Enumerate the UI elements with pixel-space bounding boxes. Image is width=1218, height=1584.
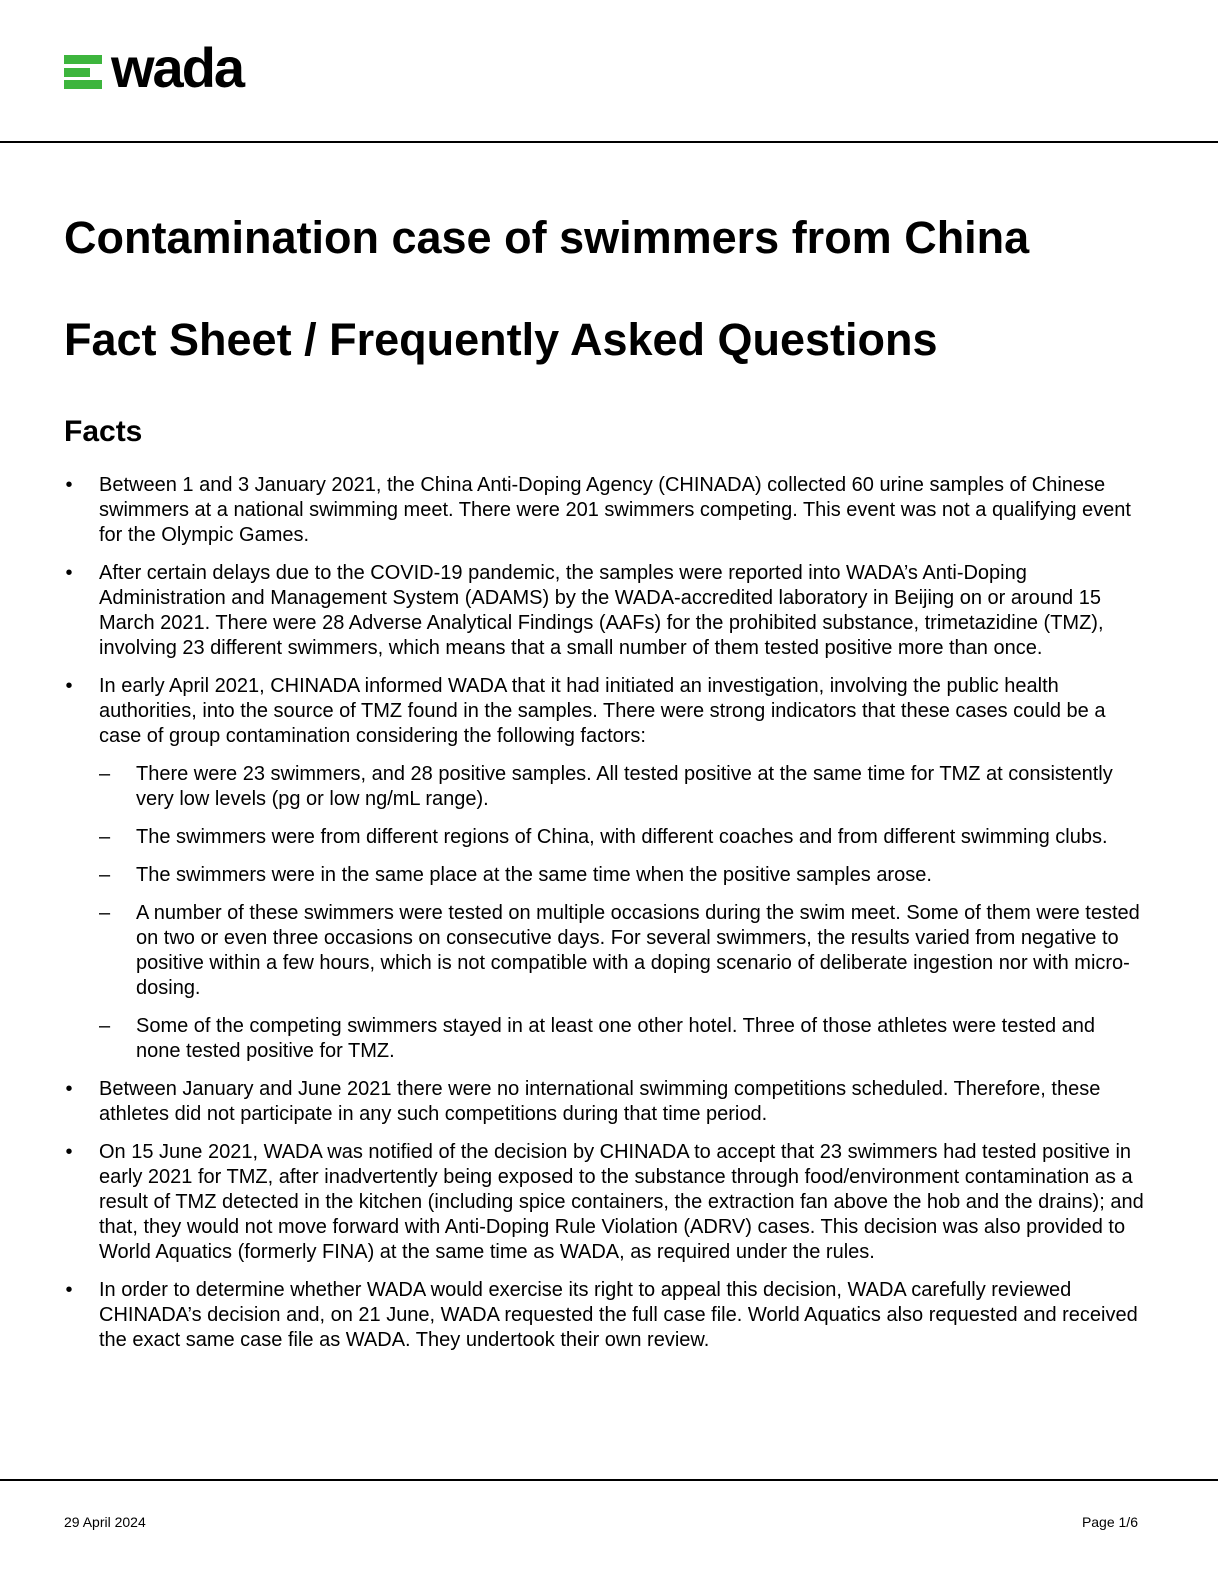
- sub-list-item-text: The swimmers were in the same place at the same time when the positive samples arose.: [136, 864, 932, 886]
- sub-list-item-text: A number of these swimmers were tested on multiple occasions during the swim meet. Some of them were tested on two or even three occasions on consecutive days. For several swimmers, the results varied from negative to positive within a few hours, which is not compatible with a doping scenario of deliberate ingestion nor with micro-dosing.: [136, 902, 1140, 999]
- list-item: [64, 674, 1144, 1064]
- list-item-text: In early April 2021, CHINADA informed WADA that it had initiated an investigation, involving the public health authorities, into the source of TMZ found in the samples. There were strong indicators that these cases could be a case of group contamination considering the following factors:: [99, 675, 1106, 747]
- list-item: [64, 473, 1144, 548]
- bullet-icon: •: [65, 474, 73, 496]
- wada-logo-icon: [64, 55, 102, 89]
- sub-list-item: [99, 762, 1144, 812]
- list-item-text: In order to determine whether WADA would exercise its right to appeal this decision, WADA carefully reviewed CHINADA’s decision and, on 21 June, WADA requested the full case file. World Aquatics also requested and received the exact same case file as WADA. They undertook their own review.: [99, 1279, 1138, 1351]
- list-item: [64, 1140, 1144, 1265]
- sub-list: [99, 762, 1144, 1064]
- dash-icon: –: [99, 864, 111, 886]
- list-item-text: Between January and June 2021 there were no international swimming competitions scheduled. Therefore, these athletes did not participate in any such competitions during that time period.: [99, 1078, 1101, 1125]
- bullet-icon: •: [65, 675, 73, 697]
- logo-text: wada: [111, 36, 244, 99]
- header-divider: [0, 141, 1218, 143]
- sub-list-item-text: Some of the competing swimmers stayed in at least one other hotel. Three of those athletes were tested and none tested positive for TMZ.: [136, 1015, 1096, 1062]
- list-item: [64, 1278, 1144, 1353]
- footer-date: 29 April 2024: [64, 1514, 146, 1530]
- bullet-icon: •: [65, 562, 73, 584]
- sub-list-item-text: There were 23 swimmers, and 28 positive samples. All tested positive at the same time for TMZ at consistently very low levels (pg or low ng/mL range).: [136, 763, 1113, 810]
- list-item: [64, 1077, 1144, 1127]
- facts-list: [64, 473, 1144, 1366]
- list-item-text: After certain delays due to the COVID-19 pandemic, the samples were reported into WADA’s Anti-Doping Administration and Management System (ADAMS) by the WADA-accredited laboratory in Beijing on or around 15 March 2021. There were 28 Adverse Analytical Findings (AAFs) for the prohibited substance, trimetazidine (TMZ), involving 23 different swimmers, which means that a small number of them tested positive more than once.: [99, 562, 1104, 659]
- list-item: [64, 561, 1144, 661]
- page-title: Contamination case of swimmers from China: [64, 212, 1030, 263]
- list-item-text: On 15 June 2021, WADA was notified of the decision by CHINADA to accept that 23 swimmers had tested positive in early 2021 for TMZ, after inadvertently being exposed to the substance through food/environment contamination as a result of TMZ detected in the kitchen (including spice containers, the extraction fan above the hob and the drains); and that, they would not move forward with Anti-Doping Rule Violation (ADRV) cases. This decision was also provided to World Aquatics (formerly FINA) at the same time as WADA, as required under the rules.: [99, 1141, 1144, 1263]
- dash-icon: –: [99, 826, 111, 848]
- bullet-icon: •: [65, 1279, 73, 1301]
- sub-list-item-text: The swimmers were from different regions of China, with different coaches and from different swimming clubs.: [136, 826, 1108, 848]
- bullet-icon: •: [65, 1141, 73, 1163]
- section-heading-facts: Facts: [64, 415, 143, 448]
- wada-logo: [64, 36, 244, 99]
- dash-icon: –: [99, 763, 111, 785]
- list-item-text: Between 1 and 3 January 2021, the China Anti-Doping Agency (CHINADA) collected 60 urine samples of Chinese swimmers at a national swimming meet. There were 201 swimmers competing. This event was not a qualifying event for the Olympic Games.: [99, 474, 1131, 546]
- page-subtitle: Fact Sheet / Frequently Asked Questions: [64, 314, 938, 365]
- page-number: Page 1/6: [1081, 1514, 1138, 1530]
- sub-list-item: [99, 901, 1144, 1001]
- dash-icon: –: [99, 1015, 111, 1037]
- dash-icon: –: [99, 902, 111, 924]
- footer-divider: [0, 1479, 1218, 1481]
- bullet-icon: •: [65, 1078, 73, 1100]
- sub-list-item: [99, 825, 1144, 850]
- sub-list-item: [99, 1014, 1144, 1064]
- sub-list-item: [99, 863, 1144, 888]
